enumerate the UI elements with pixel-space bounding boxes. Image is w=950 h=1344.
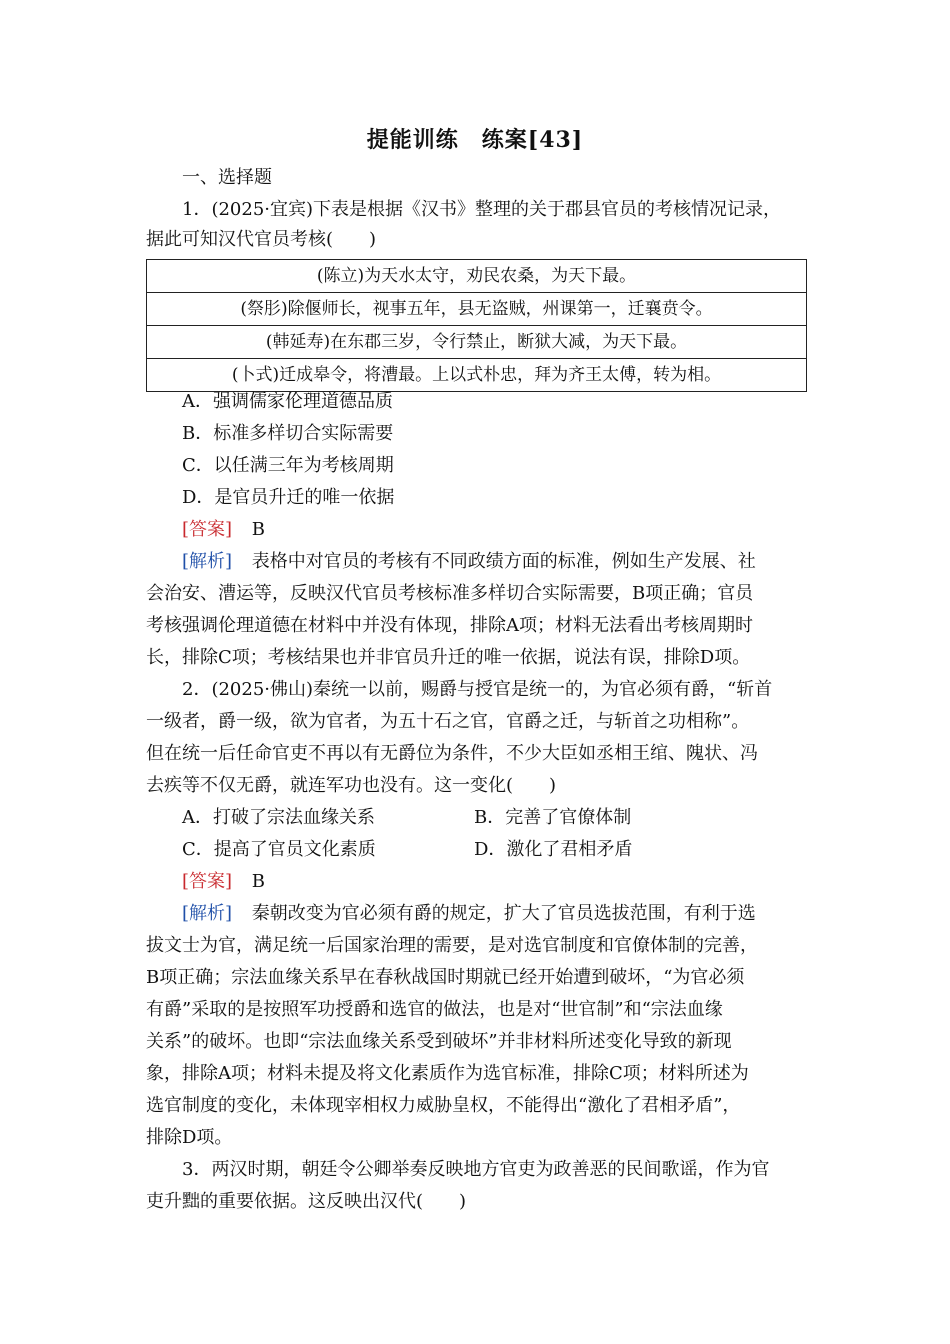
q2-analysis-line: 象，排除A项；材料未提及将文化素质作为选官标准，排除C项；材料所述为 xyxy=(146,1063,749,1084)
q2-analysis-line: 排除D项。 xyxy=(146,1127,233,1148)
q1-stem-line: 1．(2025·宜宾)下表是根据《汉书》整理的关于郡县官员的考核情况记录， xyxy=(182,199,782,220)
q1-analysis-line: 考核强调伦理道德在材料中并没有体现，排除A项；材料无法看出考核周期时 xyxy=(146,615,753,636)
q2-stem-line: 2．(2025·佛山)秦统一以前，赐爵与授官是统一的，为官必须有爵，“斩首 xyxy=(182,679,773,700)
q2-analysis-line: 关系”的破坏。也即“宗法血缘关系受到破坏”并非材料所述变化导致的新现 xyxy=(146,1031,732,1052)
q1-source-table xyxy=(146,259,807,392)
answer-label: [答案] xyxy=(182,871,233,892)
q3-stem-line: 吏升黜的重要依据。这反映出汉代( ) xyxy=(146,1191,467,1212)
q1-analysis-line: 长，排除C项；考核结果也并非官员升迁的唯一依据，说法有误，排除D项。 xyxy=(146,647,751,668)
table-cell: (祭肜)除偃师长，视事五年，县无盗贼，州课第一，迁襄贲令。 xyxy=(147,293,807,326)
section-heading: 一、选择题 xyxy=(182,167,272,188)
analysis-text: 表格中对官员的考核有不同政绩方面的标准，例如生产发展、社 xyxy=(251,551,756,572)
q2-stem-line: 但在统一后任命官吏不再以有无爵位为条件，不少大臣如丞相王绾、隗状、冯 xyxy=(146,743,758,764)
table-cell: (陈立)为天水太守，劝民农桑，为天下最。 xyxy=(147,260,807,293)
q1-option-c: C．以任满三年为考核周期 xyxy=(182,455,394,476)
q2-analysis-line: 有爵”采取的是按照军功授爵和选官的做法，也是对“世官制”和“宗法血缘 xyxy=(146,999,723,1020)
q2-analysis-line xyxy=(182,902,756,926)
q2-option-c: C．提高了官员文化素质 xyxy=(182,839,376,860)
table-row xyxy=(147,293,807,326)
table-row xyxy=(147,359,807,392)
q1-option-d: D．是官员升迁的唯一依据 xyxy=(182,487,395,508)
analysis-label: [解析] xyxy=(182,903,233,924)
analysis-text: 秦朝改变为官必须有爵的规定，扩大了官员选拔范围，有利于选 xyxy=(251,903,756,924)
q2-stem-line: 一级者，爵一级，欲为官者，为五十石之官，官爵之迁，与斩首之功相称”。 xyxy=(146,711,750,732)
table-row xyxy=(147,260,807,293)
q1-analysis-line xyxy=(182,550,756,574)
q2-option-b: B．完善了官僚体制 xyxy=(474,807,632,828)
q1-analysis-line: 会治安、漕运等，反映汉代官员考核标准多样切合实际需要，B项正确；官员 xyxy=(146,583,754,604)
answer-value: B xyxy=(251,519,266,540)
q1-option-a: A．强调儒家伦理道德品质 xyxy=(182,391,393,412)
q1-stem-line: 据此可知汉代官员考核( ) xyxy=(146,229,377,250)
table-cell: (卜式)迁成皋令，将漕最。上以式朴忠，拜为齐王太傅，转为相。 xyxy=(147,359,807,392)
q2-answer xyxy=(182,870,265,894)
answer-value: B xyxy=(251,871,266,892)
page-title: 提能训练 练案[43] xyxy=(366,127,584,153)
answer-label: [答案] xyxy=(182,519,233,540)
table-row xyxy=(147,326,807,359)
q2-analysis-line: 选官制度的变化，未体现宰相权力威胁皇权，不能得出“激化了君相矛盾”， xyxy=(146,1095,741,1116)
q3-stem-line: 3．两汉时期，朝廷令公卿举奏反映地方官吏为政善恶的民间歌谣，作为官 xyxy=(182,1159,770,1180)
q2-option-a: A．打破了宗法血缘关系 xyxy=(182,807,375,828)
q2-analysis-line: B项正确；宗法血缘关系早在春秋战国时期就已经开始遭到破坏，“为官必须 xyxy=(146,967,745,988)
q2-stem-line: 去疾等不仅无爵，就连军功也没有。这一变化( ) xyxy=(146,775,557,796)
table-cell: (韩延寿)在东郡三岁，令行禁止，断狱大减，为天下最。 xyxy=(147,326,807,359)
q1-option-b: B．标准多样切合实际需要 xyxy=(182,423,394,444)
q2-analysis-line: 拔文士为官，满足统一后国家治理的需要，是对选官制度和官僚体制的完善， xyxy=(146,935,758,956)
q2-option-d: D．激化了君相矛盾 xyxy=(474,839,633,860)
analysis-label: [解析] xyxy=(182,551,233,572)
q1-answer xyxy=(182,518,265,542)
